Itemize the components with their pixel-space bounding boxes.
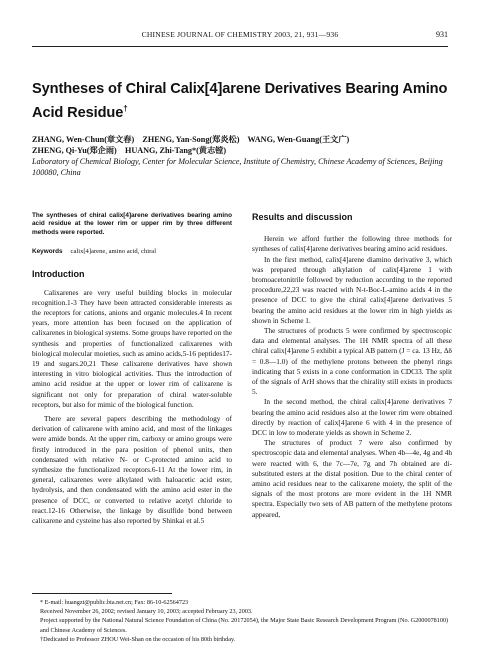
keywords: [32, 247, 232, 257]
title-dagger: †: [123, 104, 128, 113]
keywords-text: calix[4]arene, amino acid, chiral: [70, 248, 157, 256]
authors-line-2: ZHENG, Qi-Yu(郑企雨) HUANG, Zhi-Tang*(黄志镗): [32, 146, 227, 155]
footnote-project: Project supported by the National Natural Science Foundation of China (No. 20172054), the Major State Basic Research Development Program (No. G2000078100) and Chinese Academy of Sciences.: [40, 617, 449, 634]
author-block: [32, 134, 456, 178]
results-paragraph-3: The structures of products 5 were confirmed by spectroscopic data and elemental analyses. The 1H NMR spectra of all these chiral calix[4]arene 5 exhibit a typical AB pattern (J = ca. 13 Hz, Δδ = 0.8—1.0) of the methylene protons between the phenyl rings indicating that 5 exists in a cone conformation in CDCl3. The split of the signals of ArH shows that the chirality still exists in products 5.: [252, 326, 452, 397]
footnote-received: Received November 26, 2002; revised January 10, 2003; accepted February 23, 2003.: [40, 608, 253, 616]
intro-paragraph-1: Calixarenes are very useful building blocks in molecular recognition.1-3 They have been attracted considerable interests as the receptors for cations, anions and organic molecules.4 In recent years, more attention has been focused on the application of calixarenes in biological systems. Some groups have reported on the synthesis and properties of functionalized calixarenes with biological molecular moieties, such as amino acids,5-16 peptides17-19 and sugars.20,21 These calixarene derivatives have shown interesting in vitro biological activities. Thus the introduction of amino acid residue at the upper or lower rim of calixarene is significant not only for preparation of chiral water-soluble receptors, but also for mimic of the biological function.: [32, 287, 232, 409]
results-paragraph-1: Herein we afford further the following three methods for syntheses of calix[4]arene derivatives bearing amino acid residues.: [252, 234, 452, 254]
page-number: 931: [436, 30, 448, 39]
authors-line-1: ZHANG, Wen-Chun(章文春) ZHENG, Yan-Song(郑炎松) WANG, Wen-Guang(王文广): [32, 135, 350, 144]
left-column: [32, 212, 232, 526]
abstract: The syntheses of chiral calix[4]arene derivatives bearing amino acid residue at the lower rim or upper rim by three different methods were reported.: [32, 212, 232, 236]
intro-paragraph-2: There are several papers describing the methodology of derivation of calixarene with amino acid, and most of the linkages were amide bonds. At the upper rim, carboxy or amino groups were firstly introduced in the para position of phenol units, then condensated with relative N- or C-protected amino acid to synthesize the functionalized receptors.6-11 At the lower rim, in general, calixarenes were alkylated with haloacetic acid ester, hydrolysis, and then condensated with the amino acid ester in the presence of DCC, or converted to relative acetyl chloride to react.12-16 Otherwise, the linkage by disulfide bond between calixarene and cysteine has also reported by Shinkai et al.5: [32, 414, 232, 526]
journal-citation: CHINESE JOURNAL OF CHEMISTRY 2003, 21, 931—936: [141, 30, 339, 39]
footnote-rule: [32, 593, 172, 594]
header-rule: [32, 46, 448, 47]
running-head: [32, 30, 448, 44]
results-paragraph-4: In the second method, the chiral calix[4]arene derivatives 7 bearing the amino acid residues also at the lower rim were obtained directly by reaction of calix[4]arene 6 with 4 in the presence of DCC in low to moderate yields as shown in Scheme 2.: [252, 397, 452, 438]
section-heading-introduction: Introduction: [32, 269, 85, 280]
footnote-dedication: †Dedicated to Professor ZHOU Wei-Shan on the occasion of his 80th birthday.: [40, 635, 236, 643]
article-title-text: Syntheses of Chiral Calix[4]arene Derivatives Bearing Amino Acid Residue: [32, 81, 448, 121]
results-paragraph-5: The structures of product 7 were also confirmed by spectroscopic data and elemental analyses. When 4b—4e, 4g and 4h were reacted with 6, the 7c—7e, 7g and 7h obtained are di-substituted esters at the distal position. Due to the chiral center of amino acid residues near to the calixarene moiety, the split of the signals of the most protons are more evident in the 1H NMR spectra. Especially two sets of AB pattern of the methylene protons appeared,: [252, 438, 452, 519]
section-heading-results: Results and discussion: [252, 212, 353, 222]
affiliation: Laboratory of Chemical Biology, Center for Molecular Science, Institute of Chemistry, Chinese Academy of Sciences, Beijing 100080, China: [32, 157, 443, 177]
footnote-email: * E-mail: huangzt@public.bta.net.cn; Fax: 86-10-62564723: [40, 599, 189, 606]
keywords-label: Keywords: [32, 248, 63, 256]
footnotes: [32, 598, 456, 644]
results-paragraph-2: In the first method, calix[4]arene diamino derivative 3, which was prepared through alkylation of calix[4]arene 1 with bromoacetonitrile followed by reduction according to the reported procedure,22,23 was reacted with N-t-Boc-L-amino acids 4 in the presence of DCC to give the chiral calix[4]arene derivatives 5 bearing the amino acid residues at the lower rim in high yields as shown in Scheme 1.: [252, 254, 452, 325]
right-column: [252, 212, 452, 520]
article-title: [32, 79, 456, 123]
